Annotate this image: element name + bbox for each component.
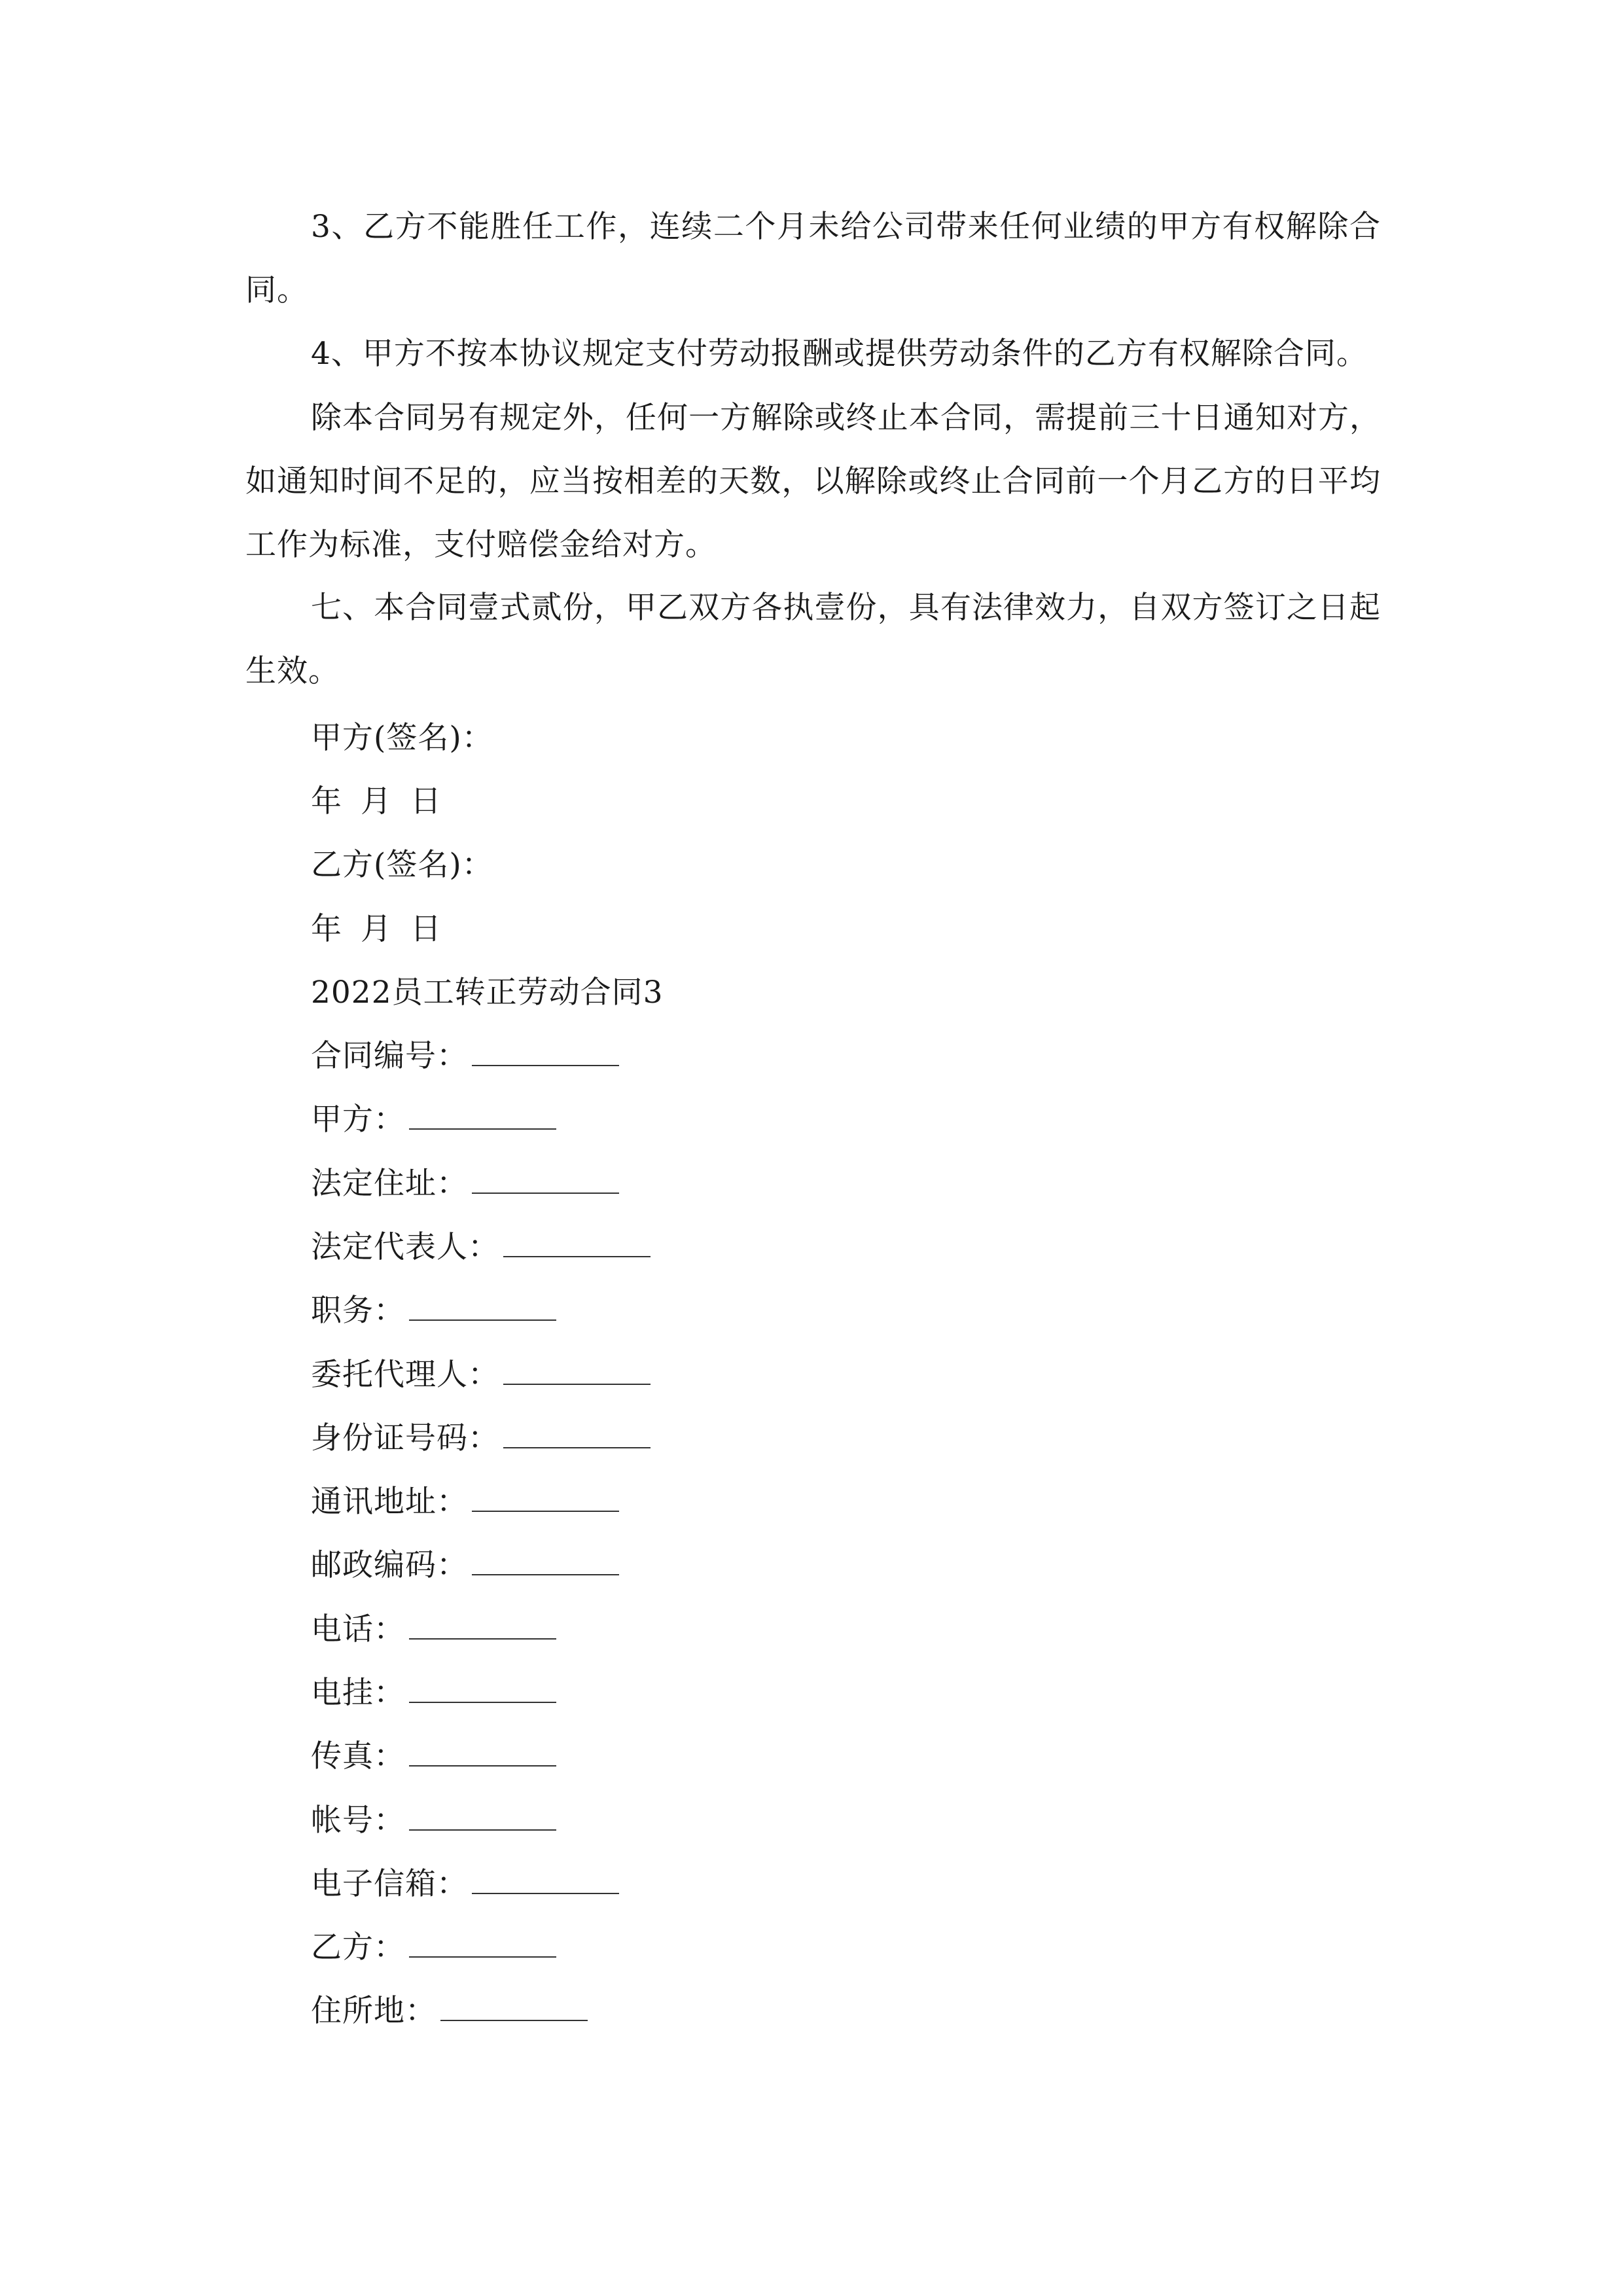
field-postal-code bbox=[311, 1546, 619, 1585]
party-b-signature: 乙方(签名)： bbox=[311, 847, 493, 883]
field-residence bbox=[311, 1992, 588, 2031]
party-a-signature: 甲方(签名)： bbox=[311, 720, 493, 756]
month-label: 月 bbox=[361, 911, 392, 947]
fill-in-blank bbox=[472, 1548, 619, 1575]
fill-in-blank bbox=[472, 1166, 619, 1194]
field-label: 电挂： bbox=[311, 1675, 405, 1711]
year-label: 年 bbox=[311, 783, 342, 819]
contract-title: 2022员工转正劳动合同3 bbox=[311, 975, 664, 1011]
termination-notice-paragraph: 除本合同另有规定外，任何一方解除或终止本合同，需提前三十日通知对方，如通知时间不足的，应当按相差的天数，以解除或终止合同前一个月乙方的日平均工作为标准，支付赔偿金给对方。 bbox=[245, 400, 1381, 563]
field-cable bbox=[311, 1674, 556, 1713]
fill-in-blank bbox=[409, 1739, 556, 1767]
field-label: 甲方： bbox=[311, 1102, 405, 1138]
party-b-date bbox=[311, 910, 442, 949]
fill-in-blank bbox=[472, 1484, 619, 1512]
fill-in-blank bbox=[472, 1039, 619, 1066]
fill-in-blank bbox=[503, 1421, 651, 1448]
field-label: 法定住址： bbox=[311, 1166, 468, 1202]
field-email bbox=[311, 1865, 619, 1904]
field-party-b bbox=[311, 1928, 556, 1967]
field-id-number bbox=[311, 1419, 651, 1458]
fill-in-blank bbox=[409, 1612, 556, 1640]
day-label: 日 bbox=[410, 911, 442, 947]
clause-3: 3、乙方不能胜任工作，连续二个月未给公司带来任何业绩的甲方有权解除合同。 bbox=[245, 209, 1381, 308]
field-label: 乙方： bbox=[311, 1929, 405, 1965]
field-authorized-agent bbox=[311, 1355, 651, 1395]
field-mailing-address bbox=[311, 1482, 619, 1522]
fill-in-blank bbox=[503, 1357, 651, 1385]
field-label: 帐号： bbox=[311, 1803, 405, 1839]
party-a-date bbox=[311, 782, 442, 821]
field-account bbox=[311, 1801, 556, 1840]
fill-in-blank bbox=[409, 1102, 556, 1130]
field-label: 委托代理人： bbox=[311, 1357, 499, 1393]
field-label: 职务： bbox=[311, 1293, 405, 1329]
field-label: 通讯地址： bbox=[311, 1484, 468, 1520]
field-label: 身份证号码： bbox=[311, 1420, 499, 1456]
month-label: 月 bbox=[361, 783, 392, 819]
field-contract-number bbox=[311, 1037, 619, 1076]
field-fax bbox=[311, 1737, 556, 1776]
field-label: 法定代表人： bbox=[311, 1229, 499, 1265]
field-legal-representative bbox=[311, 1228, 651, 1267]
field-label: 邮政编码： bbox=[311, 1547, 468, 1583]
field-label: 电子信箱： bbox=[311, 1866, 468, 1902]
year-label: 年 bbox=[311, 911, 342, 947]
fill-in-blank bbox=[409, 1293, 556, 1321]
clause-7: 七、本合同壹式贰份，甲乙双方各执壹份，具有法律效力，自双方签订之日起生效。 bbox=[245, 590, 1381, 689]
field-party-a bbox=[311, 1100, 556, 1139]
field-label: 合同编号： bbox=[311, 1038, 468, 1074]
field-label: 电话： bbox=[311, 1611, 405, 1647]
field-label: 传真： bbox=[311, 1738, 405, 1774]
fill-in-blank bbox=[472, 1867, 619, 1894]
clause-4: 4、甲方不按本协议规定支付劳动报酬或提供劳动条件的乙方有权解除合同。 bbox=[311, 336, 1368, 372]
field-position bbox=[311, 1291, 556, 1331]
fill-in-blank bbox=[409, 1803, 556, 1831]
fill-in-blank bbox=[503, 1230, 651, 1257]
field-label: 住所地： bbox=[311, 1993, 437, 2029]
fill-in-blank bbox=[440, 1994, 588, 2021]
field-telephone bbox=[311, 1610, 556, 1649]
field-legal-address bbox=[311, 1164, 619, 1204]
fill-in-blank bbox=[409, 1930, 556, 1958]
day-label: 日 bbox=[410, 783, 442, 819]
fill-in-blank bbox=[409, 1676, 556, 1703]
